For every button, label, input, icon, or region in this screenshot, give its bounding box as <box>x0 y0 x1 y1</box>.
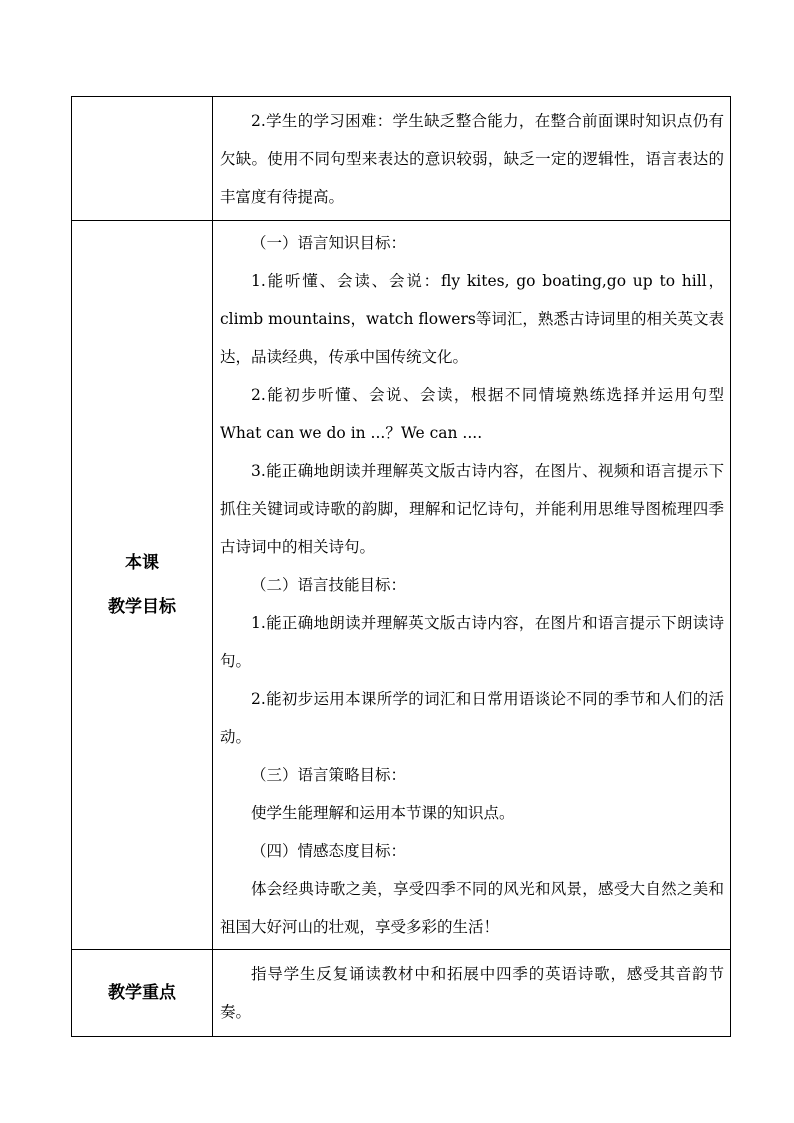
paragraph: 1.能听懂、会读、会说：fly kites, go boating,go up to hill，climb mountains，watch flowers等词汇，熟悉古诗词里的相关英文表达，品读经典，传承中国传统文化。 <box>220 272 724 366</box>
row-label <box>72 221 213 950</box>
row-content <box>213 950 731 1037</box>
section-heading: （二）语言技能目标： <box>251 576 407 594</box>
paragraph: 指导学生反复诵读教材中和拓展中四季的英语诗歌，感受其音韵节奏。 <box>220 965 724 1021</box>
row-label <box>72 97 213 221</box>
paragraph: 2.能初步听懂、会说、会读，根据不同情境熟练选择并运用句型What can we do in ...？We can .... <box>220 386 724 442</box>
paragraph: 2.学生的学习困难：学生缺乏整合能力，在整合前面课时知识点仍有欠缺。使用不同句型来表达的意识较弱，缺乏一定的逻辑性，语言表达的丰富度有待提高。 <box>220 111 724 206</box>
paragraph: 使学生能理解和运用本节课的知识点。 <box>251 804 515 822</box>
paragraph: 3.能正确地朗读并理解英文版古诗内容，在图片、视频和语言提示下抓住关键词或诗歌的韵脚，理解和记忆诗句，并能利用思维导图梳理四季古诗词中的相关诗句。 <box>220 462 724 556</box>
section-heading: （一）语言知识目标： <box>251 234 407 252</box>
section-heading: （四）情感态度目标： <box>251 842 407 860</box>
table-row <box>72 950 731 1037</box>
label-line: 教学重点 <box>108 983 176 1003</box>
paragraph: 1.能正确地朗读并理解英文版古诗内容，在图片和语言提示下朗读诗句。 <box>220 614 724 670</box>
paragraph: 体会经典诗歌之美，享受四季不同的风光和风景，感受大自然之美和祖国大好河山的壮观，享受多彩的生活！ <box>220 880 724 936</box>
row-content <box>213 221 731 950</box>
label-line: 教学目标 <box>108 597 176 617</box>
table-row <box>72 97 731 221</box>
lesson-plan-table <box>71 96 731 1037</box>
paragraph: 2.能初步运用本课所学的词汇和日常用语谈论不同的季节和人们的活动。 <box>220 690 724 746</box>
row-label <box>72 950 213 1037</box>
section-heading: （三）语言策略目标： <box>251 766 407 784</box>
label-line: 本课 <box>125 553 159 573</box>
row-content <box>213 97 731 221</box>
table-row <box>72 221 731 950</box>
